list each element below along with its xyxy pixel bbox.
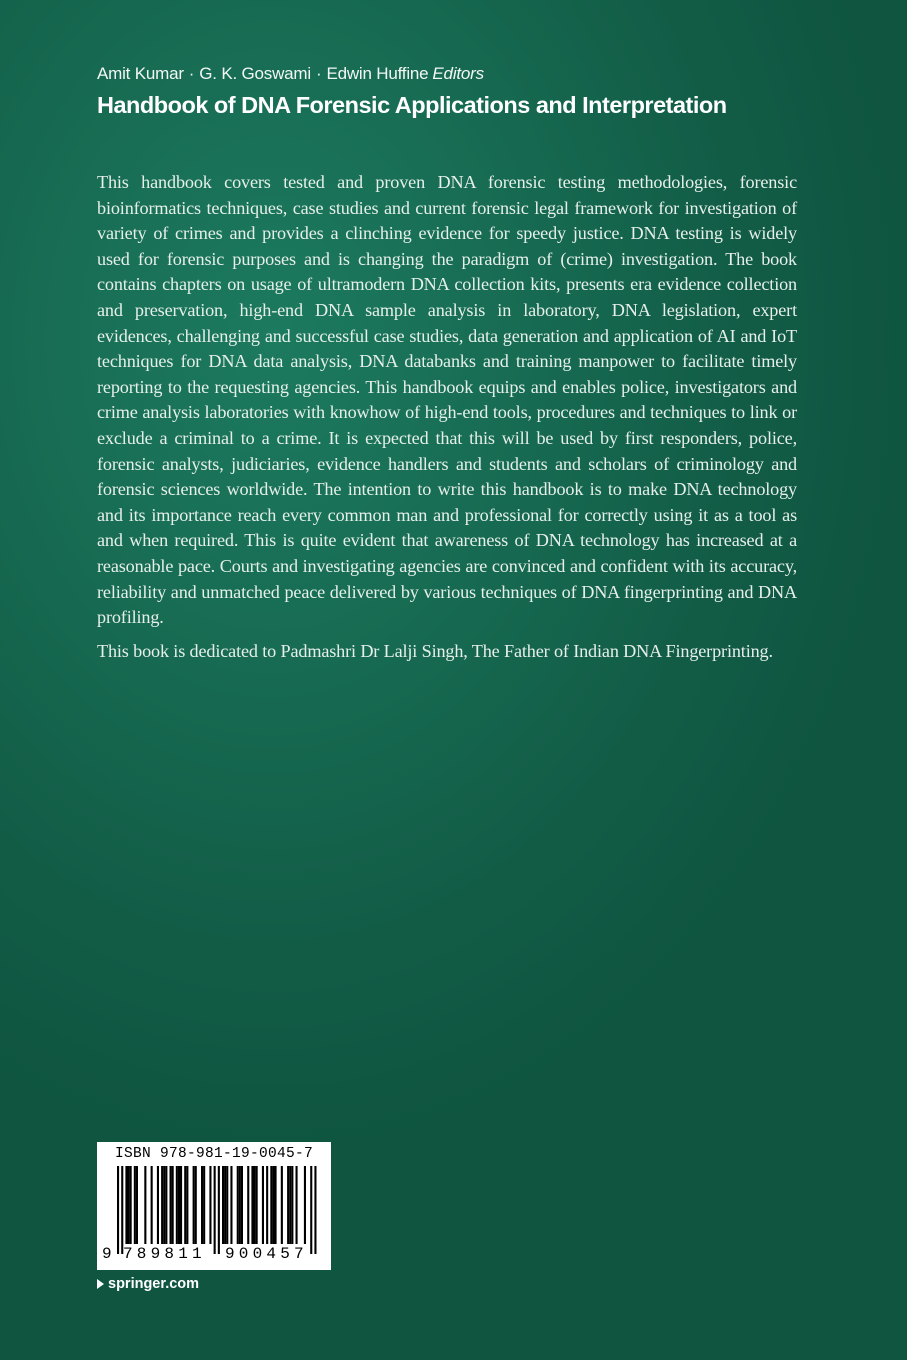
book-description: [97, 170, 797, 672]
barcode-bar: [237, 1166, 239, 1244]
barcode-bar: [121, 1166, 123, 1254]
barcode-bar: [178, 1166, 180, 1244]
barcode-bar: [218, 1166, 220, 1254]
ean-right-digits: 900457: [225, 1245, 308, 1263]
barcode-bar: [275, 1166, 277, 1244]
barcode-bar: [193, 1166, 195, 1244]
barcode-bar: [136, 1166, 138, 1244]
barcode-bar: [180, 1166, 182, 1244]
barcode-bar: [157, 1166, 159, 1244]
barcode-bar: [214, 1166, 216, 1254]
barcode-bar: [262, 1166, 264, 1244]
book-title: Handbook of DNA Forensic Applications and Interpretation: [97, 92, 727, 118]
description-paragraph: This handbook covers tested and proven DNA forensic testing methodologies, forensic bioinformatics techniques, case studies and current forensic legal framework for investigation of variety of crimes and provides a clinching evidence for speedy justice. DNA testing is widely used for forensic purposes and is changing the paradigm of (crime) investigation. The book contains chapters on usage of ultramodern DNA collection kits, presents era evidence collection and preservation, high-end DNA sample analysis in laboratory, DNA legislation, expert evidences, challenging and successful case studies, data generation and application of AI and IoT techniques for DNA data analysis, DNA databanks and training manpower to facilitate timely reporting to the requesting agencies. This handbook equips and enables police, investigators and crime analysis laboratories with knowhow of high-end tools, procedures and techniques to link or exclude a criminal to a crime. It is expected that this will be used by first responders, police, forensic analysts, judiciaries, evidence handlers and students and scholars of criminology and forensic sciences worldwide. The intention to write this handbook is to make DNA technology and its importance reach every common man and professional for correctly using it as a tool as and when required. This is quite evident that awareness of DNA technology has increased at a reasonable pace. Courts and investigating agencies are convinced and confident with its accuracy, reliability and unmatched peace delivered by various techniques of DNA fingerprinting and DNA profiling.: [97, 172, 797, 628]
editors-line: [97, 64, 484, 84]
barcode-bar: [151, 1166, 153, 1244]
barcode-bar: [272, 1166, 274, 1244]
barcode-bar: [287, 1166, 289, 1244]
barcode-bar: [195, 1166, 197, 1244]
editor-separator: ·: [315, 64, 322, 83]
barcode-bar: [209, 1166, 211, 1244]
barcode-bar: [270, 1166, 272, 1244]
barcode-bar: [144, 1166, 146, 1244]
barcode-bar: [117, 1166, 119, 1254]
barcode-bar: [291, 1166, 293, 1244]
barcode-bar: [186, 1166, 188, 1244]
barcode-bar: [230, 1166, 232, 1244]
barcode-bar: [201, 1166, 203, 1244]
publisher-link-text: springer.com: [108, 1276, 200, 1292]
barcode-bar: [222, 1166, 224, 1244]
barcode-bar: [176, 1166, 178, 1244]
barcode-bar: [224, 1166, 226, 1244]
barcode-bar: [241, 1166, 243, 1244]
barcode-bar: [296, 1166, 298, 1244]
editor-name: Edwin Huffine: [326, 64, 429, 83]
barcode-bar: [161, 1166, 163, 1244]
dedication-paragraph: This book is dedicated to Padmashri Dr Lalji Singh, The Father of Indian DNA Fingerprinting.: [97, 640, 773, 661]
barcode-bar: [226, 1166, 228, 1244]
isbn-barcode: [97, 1142, 331, 1270]
barcode-bar: [170, 1166, 172, 1244]
barcode-bar: [281, 1166, 283, 1244]
ean-first-digit: 9: [102, 1245, 112, 1263]
barcode-bar: [266, 1166, 268, 1244]
barcode-bar: [125, 1166, 127, 1244]
barcode-bar: [251, 1166, 253, 1244]
barcode-bar: [163, 1166, 165, 1244]
isbn-label: ISBN 978-981-19-0045-7: [114, 1146, 314, 1162]
barcode-bar: [254, 1166, 256, 1244]
barcode-bar: [314, 1166, 316, 1254]
barcode-bar: [165, 1166, 167, 1244]
arrow-right-icon: [97, 1279, 104, 1289]
editor-name: Amit Kumar: [97, 64, 184, 83]
publisher-link[interactable]: [97, 1276, 199, 1292]
barcode-bar: [130, 1166, 132, 1244]
ean-left-digits: 789811: [123, 1245, 206, 1263]
editors-role: Editors: [432, 64, 484, 83]
barcode-bar: [304, 1166, 306, 1244]
barcode-bar: [256, 1166, 258, 1244]
barcode-bar: [289, 1166, 291, 1244]
barcode-bar: [172, 1166, 174, 1244]
barcode-bar: [134, 1166, 136, 1244]
barcode-bar: [239, 1166, 241, 1244]
editor-name: G. K. Goswami: [199, 64, 311, 83]
barcode-bar: [128, 1166, 130, 1244]
editor-separator: ·: [188, 64, 195, 83]
barcode-bar: [310, 1166, 312, 1254]
barcode-bar: [203, 1166, 205, 1244]
barcode-bar: [184, 1166, 186, 1244]
barcode-bar: [247, 1166, 249, 1244]
